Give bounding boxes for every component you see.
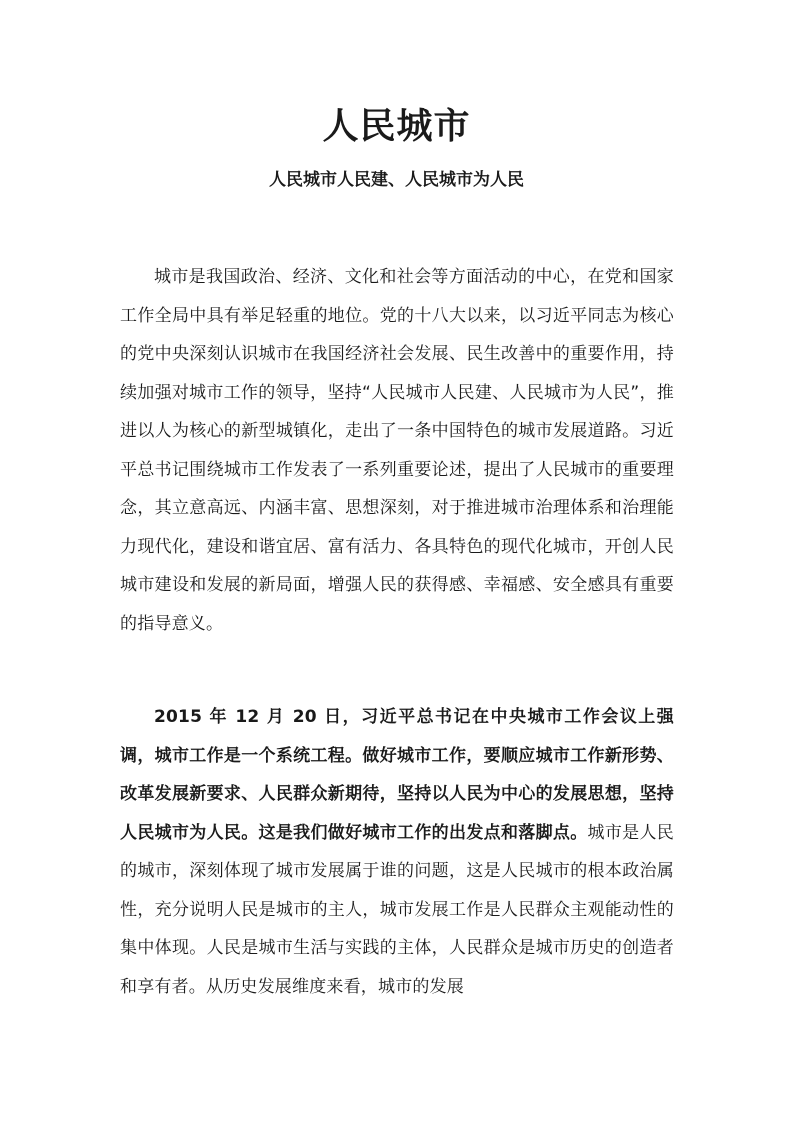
body-paragraph-2 — [120, 698, 674, 1006]
paragraph-2-text: 城市是人民的城市，深刻体现了城市发展属于谁的问题，这是人民城市的根本政治属性，充分说明人民是城市的主人，城市发展工作是人民群众主观能动性的集中体现。人民是城市生活与实践的主体，人民群众是城市历史的创造者和享有者。从历史发展维度来看，城市的发展 — [120, 822, 674, 997]
page-subtitle: 人民城市人民建、人民城市为人民 — [269, 170, 524, 190]
paragraph-1-text: 城市是我国政治、经济、文化和社会等方面活动的中心，在党和国家工作全局中具有举足轻重的地位。党的十八大以来，以习近平同志为核心的党中央深刻认识城市在我国经济社会发展、民生改善中的重要作用，持续加强对城市工作的领导，坚持“人民城市人民建、人民城市为人民”，推进以人为核心的新型城镇化，走出了一条中国特色的城市发展道路。习近平总书记围绕城市工作发表了一系列重要论述，提出了人民城市的重要理念，其立意高远、内涵丰富、思想深刻，对于推进城市治理体系和治理能力现代化，建设和谐宜居、富有活力、各具特色的现代化城市，开创人民城市建设和发展的新局面，增强人民的获得感、幸福感、安全感具有重要的指导意义。 — [120, 267, 674, 634]
body-paragraph-1 — [120, 258, 674, 643]
paragraph-2-emphasis: 2015 年 12 月 20 日，习近平总书记在中央城市工作会议上强调，城市工作是一个系统工程。做好城市工作，要顺应城市工作新形势、改革发展新要求、人民群众新期待，坚持以人民为中心的发展思想，坚持人民城市为人民。这是我们做好城市工作的出发点和落脚点。 — [120, 707, 674, 843]
page-title: 人民城市 — [322, 106, 471, 147]
